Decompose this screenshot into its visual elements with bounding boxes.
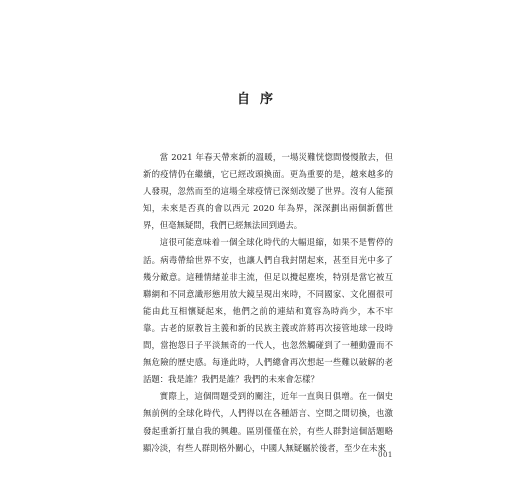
paragraph: 這很可能意味着一個全球化時代的大幅退縮，如果不是暫停的話。病毒帶給世界不安，也讓人們自我封閉起來，甚至目光中多了幾分敵意。這種情緒並非主流，但足以攪起塵埃，特別是當它被互聯網和不同意識形態用放大鏡呈現出來時，不同國家、文化圈很可能由此互相懷疑起來，他們之前的連結和寬容為時尚少，本不牢靠。古老的原教旨主義和新的民族主義或許將再次接管地球一段時間，當抱怨日子平淡無奇的一代人，也忽然觸碰到了一種動盪而不無危險的歷史感。每逢此時，人們總會再次想起一些難以破解的老話題：我是誰？我們是誰？我們的未來會怎樣？: [143, 237, 393, 385]
paragraph: 實際上，這個問題受到的關注，近年一直與日俱增。在一個史無前例的全球化時代，人們得以在各種語言、空間之間切換，也激發起重新打量自我的興趣。區別僅僅在於，有些人群對這個話題略顯冷淡，有些人群則格外關心，中國人無疑屬於後者，至少在未來: [143, 391, 393, 453]
paragraph: 當 2021 年春天帶來新的溫暖，一場災難恍惚間慢慢散去，但新的疫情仍在繼續，它已經改頭換面。更為重要的是，越來越多的人發現，忽然而至的這場全球疫情已深刻改變了世界。沒有人能預知，未來是否真的會以西元 2020 年為界，深深劃出兩個新舊世界，但毫無疑問，我們已經無法回到過去。: [143, 152, 393, 231]
page-number: 001: [378, 451, 393, 459]
page-title: 自序: [236, 92, 283, 107]
preface-body: [143, 149, 393, 457]
